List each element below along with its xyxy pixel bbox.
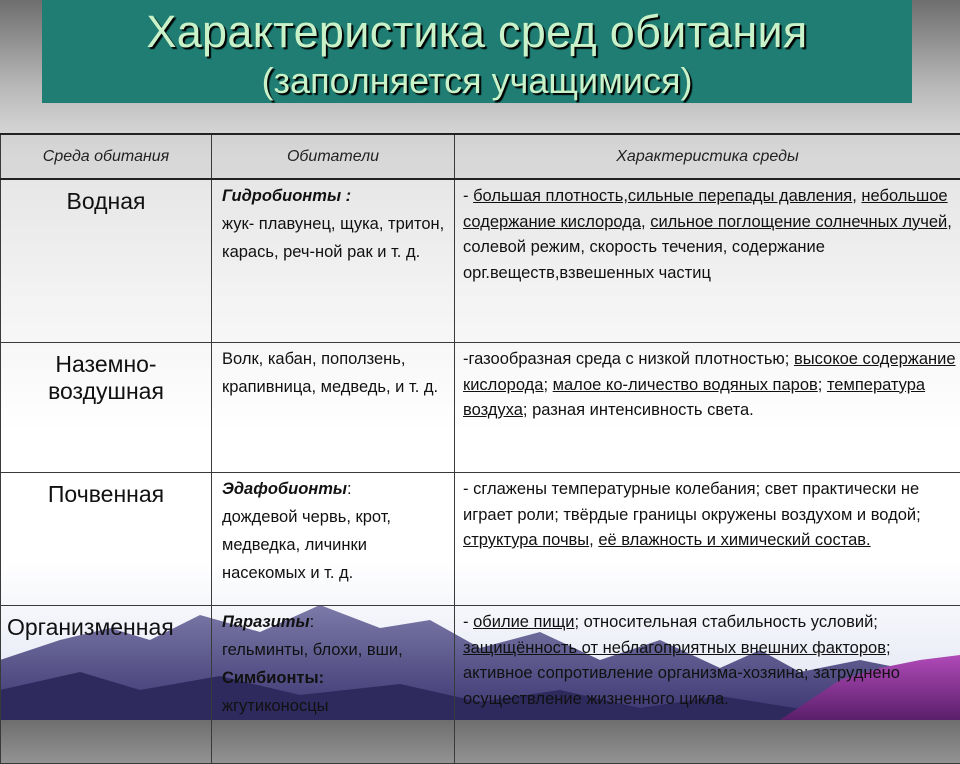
- characteristics-cell: [455, 606, 960, 764]
- characteristic-text: относительная стабильность условий;: [579, 613, 878, 631]
- title-banner: [42, 0, 912, 103]
- characteristic-text: ,: [589, 531, 598, 549]
- inhabitants-text: жук- плавунец, щука, тритон, карась, реч-ной рак и т. д.: [222, 215, 444, 261]
- characteristics-cell: [455, 473, 960, 606]
- characteristic-underlined: малое ко-личество водяных паров: [553, 376, 818, 394]
- inhabitants-label: Гидробионты :: [222, 187, 351, 205]
- characteristic-text: ,: [641, 213, 650, 231]
- environment-cell: Организменная: [1, 606, 212, 764]
- characteristic-underlined: высокое содержание кислорода: [463, 350, 956, 394]
- inhabitants-text: жгутиконосцы: [222, 697, 329, 715]
- page-subtitle: (заполняется учащимися): [42, 60, 912, 102]
- inhabitants-cell: [212, 606, 455, 764]
- characteristic-underlined: защищённость от неблагоприятных внешних факторов;: [463, 639, 891, 657]
- characteristic-underlined: обилие пищи;: [473, 613, 579, 631]
- inhabitants-colon: :: [310, 613, 315, 631]
- table-row: [1, 606, 960, 764]
- environment-cell: Водная: [1, 179, 212, 343]
- table-row: [1, 473, 960, 606]
- environment-cell: Наземно-воздушная: [1, 343, 212, 473]
- characteristic-text: активное сопротивление организма-хозяина; затруднено осуществление жизненного цикла.: [463, 664, 900, 708]
- page-title: Характеристика сред обитания: [42, 6, 912, 58]
- habitat-table: [0, 133, 960, 764]
- table-row: [1, 343, 960, 473]
- characteristic-text: ; разная интенсивность света.: [523, 401, 754, 419]
- characteristic-underlined: небольшое содержание кислорода: [463, 187, 948, 231]
- inhabitants-text: дождевой червь, крот, медведка, личинки насекомых и т. д.: [222, 508, 391, 582]
- inhabitants-text: гельминты, блохи, вши,: [222, 641, 403, 659]
- table-row: [1, 179, 960, 343]
- characteristic-text: ;: [818, 376, 827, 394]
- inhabitants-cell: [212, 179, 455, 343]
- header-characteristics: Характеристика среды: [455, 134, 960, 179]
- characteristic-text: -: [463, 613, 473, 631]
- table-header-row: [1, 134, 960, 179]
- inhabitants-cell: [212, 343, 455, 473]
- inhabitants-colon: :: [347, 480, 352, 498]
- characteristic-text: - сглажены температурные колебания; свет практически не играет роли; твёрдые границы окружены воздухом и водой;: [463, 480, 921, 524]
- characteristic-text: -: [463, 187, 473, 205]
- inhabitants-label: Паразиты: [222, 613, 310, 631]
- characteristic-text: -газообразная среда с низкой плотностью;: [463, 350, 794, 368]
- characteristic-underlined: температура воздуха: [463, 376, 925, 420]
- characteristics-cell: [455, 179, 960, 343]
- characteristic-text: ,: [852, 187, 861, 205]
- inhabitants-label-secondary: Симбионты:: [222, 669, 324, 687]
- characteristic-text: ;: [543, 376, 552, 394]
- environment-cell: Почвенная: [1, 473, 212, 606]
- header-inhabitants: Обитатели: [212, 134, 455, 179]
- inhabitants-label: Эдафобионты: [222, 480, 347, 498]
- characteristic-underlined: сильное поглощение солнечных лучей: [650, 213, 947, 231]
- inhabitants-text: Волк, кабан, поползень, крапивница, медведь, и т. д.: [222, 350, 438, 396]
- characteristic-text: , солевой режим, скорость течения, содержание орг.веществ,взвешенных частиц: [463, 213, 952, 282]
- header-environment: Среда обитания: [1, 134, 212, 179]
- inhabitants-cell: [212, 473, 455, 606]
- characteristic-underlined: структура почвы: [463, 531, 589, 549]
- characteristic-underlined: её влажность и химический состав.: [598, 531, 870, 549]
- characteristic-underlined: большая плотность,сильные перепады давления: [473, 187, 852, 205]
- characteristics-cell: [455, 343, 960, 473]
